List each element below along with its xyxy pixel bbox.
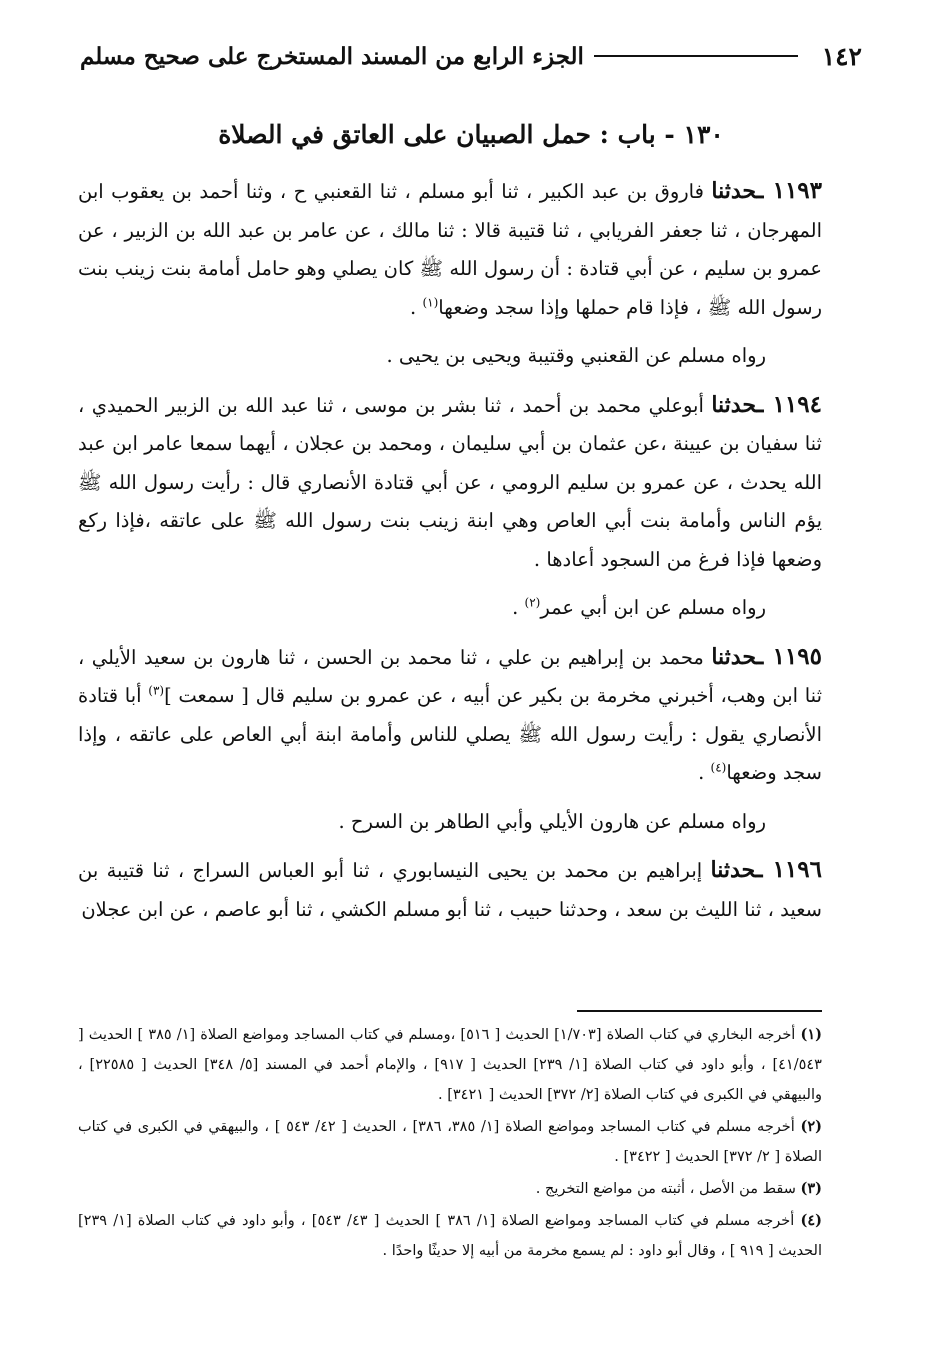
hadith-number: ١١٩٤ ـ xyxy=(756,390,822,418)
hadith-text: فاروق بن عبد الكبير ، ثنا أبو مسلم ، ثنا القعنبي ح ، وثنا أحمد بن يعقوب ابن المهرجان ، ثنا جعفر الفريابي ، ثنا قتيبة قالا : ثنا مالك ، عن عامر بن عبد الله بن الزبير ، عن عمرو بن سليم ، عن أبي قتادة : أن رسول الله ﷺ كان يصلي وهو حامل أمامة بنت زينب بنت رسول الله ﷺ ، فإذا قام حملها وإذا سجد وضعها xyxy=(78,180,822,319)
hadith-keyword: حدثنا xyxy=(711,391,757,418)
footnote-4 xyxy=(78,1206,822,1266)
footnote-ref: (٤) xyxy=(710,760,727,775)
hadith-1195 xyxy=(78,638,822,793)
hadith-1194 xyxy=(78,386,822,580)
footnotes xyxy=(78,1020,822,1268)
footnote-mark: (١) xyxy=(800,1026,822,1043)
page-number: ١٤٢ xyxy=(821,41,862,71)
footnote-3 xyxy=(78,1174,822,1204)
footnote-text: سقط من الأصل ، أثبته من مواضع التخريج . xyxy=(535,1181,801,1197)
hadith-number: ١١٩٦ ـ xyxy=(755,856,822,883)
footnote-mark: (٣) xyxy=(800,1180,822,1197)
hadith-1196 xyxy=(78,851,822,929)
hadith-number: ١١٩٣ ـ xyxy=(756,177,823,204)
footnote-2 xyxy=(78,1112,822,1172)
riwaya-line xyxy=(78,589,822,628)
footnote-separator xyxy=(577,1010,822,1012)
chapter-title: ١٣٠ - باب : حمل الصبيان على العاتق في الصلاة xyxy=(218,120,724,149)
hadith-end: . xyxy=(410,295,423,319)
footnote-mark: (٢) xyxy=(800,1118,823,1135)
hadith-number: ١١٩٥ ـ xyxy=(756,642,822,670)
footnote-ref: (٣) xyxy=(148,683,165,698)
riwaya-line: رواه مسلم عن هارون الأيلي وأبي الطاهر بن السرح . xyxy=(338,809,766,833)
hadith-text: إبراهيم بن محمد بن يحيى النيسابوري ، ثنا أبو العباس السراج ، ثنا قتيبة بن سعيد ، ثنا الليث بن سعد ، وحدثنا حبيب ، ثنا أبو مسلم الكشي ، ثنا أبو عاصم ، عن ابن عجلان xyxy=(78,859,822,921)
riwaya-end: . xyxy=(512,596,525,619)
riwaya-text: رواه مسلم عن ابن أبي عمر xyxy=(540,596,766,619)
footnote-1 xyxy=(78,1020,822,1110)
hadith-1193 xyxy=(78,172,822,327)
main-text xyxy=(78,172,822,929)
footnote-mark: (٤) xyxy=(800,1212,822,1229)
book-title: الجزء الرابع من المسند المستخرج على صحيح مسلم xyxy=(80,42,584,70)
footnote-text: أخرجه مسلم في كتاب المساجد ومواضع الصلاة [١/ ٣٨٥، ٣٨٦] ، الحديث [ ٤٢/ ٥٤٣ ] ، والبيهقي في الكبرى في كتاب الصلاة [ ٢/ ٣٧٢] الحديث [ ٣٤٢٢] . xyxy=(78,1119,822,1165)
hadith-text: محمد بن إبراهيم بن علي ، ثنا محمد بن الحسن ، ثنا هارون بن سعيد الأيلي ، ثنا ابن وهب، أخبرني مخرمة بن بكير عن أبيه ، عن عمرو بن سليم قال [ سمعت ] xyxy=(78,645,822,707)
hadith-text-continued: أبا قتادة الأنصاري يقول : رأيت رسول الله ﷺ يصلي للناس وأمامة ابنة أبي العاص على عاتقه ، وإذا سجد وضعها xyxy=(78,684,822,784)
footnote-ref: (١) xyxy=(422,295,439,309)
footnote-ref: (٢) xyxy=(524,595,541,610)
hadith-keyword: حدثنا xyxy=(711,643,757,670)
footnote-text: أخرجه مسلم في كتاب المساجد ومواضع الصلاة [١/ ٣٨٦ ] الحديث [ ٤٣/ ٥٤٣] ، وأبو داود في كتاب الصلاة [١/ ٢٣٩] الحديث [ ٩١٩ ] ، وقال أبو داود : لم يسمع مخرمة من أبيه إلا حديثًا واحدًا . xyxy=(78,1213,822,1259)
footnote-text: أخرجه البخاري في كتاب الصلاة [١/٧٠٣] الحديث [ ٥١٦] ،ومسلم في كتاب المساجد ومواضع الصلاة [١/ ٣٨٥ ] الحديث [ ٤١/٥٤٣] ، وأبو داود في كتاب الصلاة [١/ ٢٣٩] الحديث [ ٩١٧] ، والإمام أحمد في المسند [٥/ ٣٤٨] الحديث [ ٢٢٥٨٥] ، والبيهقي في الكبرى في كتاب الصلاة [٢/ ٣٧٢] الحديث [ ٣٤٢١] . xyxy=(78,1027,822,1103)
hadith-text: أبوعلي محمد بن أحمد ، ثنا بشر بن موسى ، ثنا عبد الله بن الزبير الحميدي ، ثنا سفيان بن عيينة ،عن عثمان بن أبي سليمان ، ومحمد بن عجلان ، أيهما سمعا عامر ابن عبد الله يحدث ، عن عمرو بن سليم الرومي ، عن أبي قتادة الأنصاري قال : رأيت رسول الله ﷺ يؤم الناس وأمامة بنت أبي العاص وهي ابنة زينب بنت رسول الله ﷺ على عاتقه ،فإذا ركع وضعها فإذا فرغ من السجود أعادها . xyxy=(78,393,822,571)
header-rule xyxy=(594,55,798,57)
hadith-keyword: حدثنا xyxy=(711,178,757,204)
riwaya-line: رواه مسلم عن القعنبي وقتيبة ويحيى بن يحيى . xyxy=(386,344,766,367)
hadith-keyword: حدثنا xyxy=(710,857,756,883)
hadith-end: . xyxy=(698,761,711,784)
running-header xyxy=(80,36,862,76)
